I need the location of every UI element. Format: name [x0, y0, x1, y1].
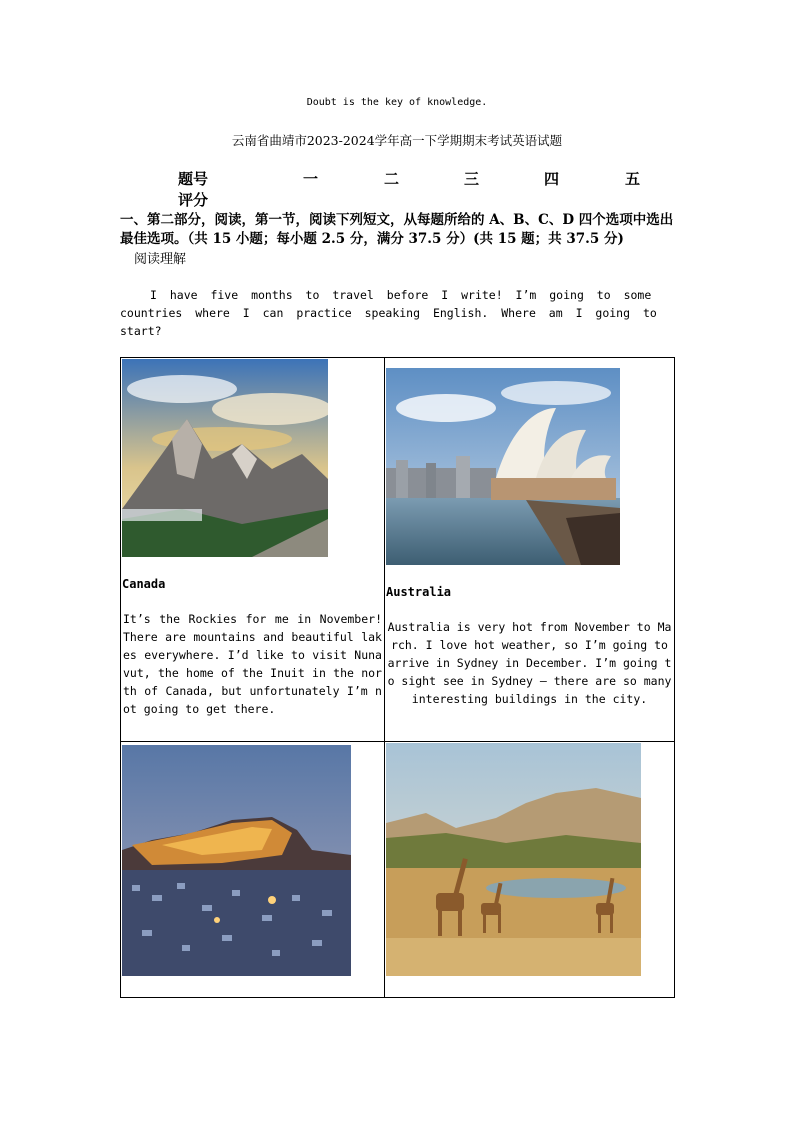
score-col-2: 二 [384, 170, 400, 188]
mountain-lake-photo [122, 359, 328, 557]
score-col-3: 三 [464, 170, 480, 188]
card-canada-text: It’s the Rockies for me in November! There are mountains and beautiful lakes everywhere. I’d like to visit Nunavut, the home of the Inuit in the north of Canada, but unfortunately I’m not going to get there. [123, 612, 382, 716]
section-heading: 一、第二部分，阅读，第一节，阅读下列短文，从每题所给的 A、B、C、D 四个选项中选出最佳选项。（共 15 小题；每小题 2.5 分，满分 37.5 分）(共 15 题；共 37.5 分) [120, 212, 674, 247]
score-row-label-question: 题号 [178, 170, 209, 188]
score-row-label-score: 评分 [178, 191, 209, 209]
sydney-opera-house-photo [386, 368, 620, 565]
card-australia [385, 358, 675, 742]
score-col-4: 四 [544, 170, 560, 188]
passage-intro: I have five months to travel before I write! I’m going to some countries where I can practice speaking English. Where am I going to start? [120, 288, 657, 338]
card-canada [121, 358, 385, 742]
card-australia-text: Australia is very hot from November to March. I love hot weather, so I’m going to arrive in Sydney in December. I’m going to sight see in Sydney — there are so many interesting buildings in the city. [387, 620, 672, 706]
savanna-giraffes-photo [386, 743, 641, 976]
card-bottom-right [385, 742, 675, 998]
hill-fort-city-night-photo [122, 745, 351, 976]
exam-title: 云南省曲靖市2023-2024学年高一下学期期末考试英语试题 [231, 133, 563, 148]
page-motto: Doubt is the key of knowledge. [306, 97, 488, 108]
score-col-1: 一 [303, 170, 319, 188]
score-col-5: 五 [625, 170, 641, 188]
travel-card-table [120, 357, 675, 998]
card-canada-country: Canada [122, 577, 166, 591]
card-australia-country: Australia [386, 585, 452, 599]
section-subheading: 阅读理解 [134, 252, 187, 267]
card-bottom-left [121, 742, 385, 998]
